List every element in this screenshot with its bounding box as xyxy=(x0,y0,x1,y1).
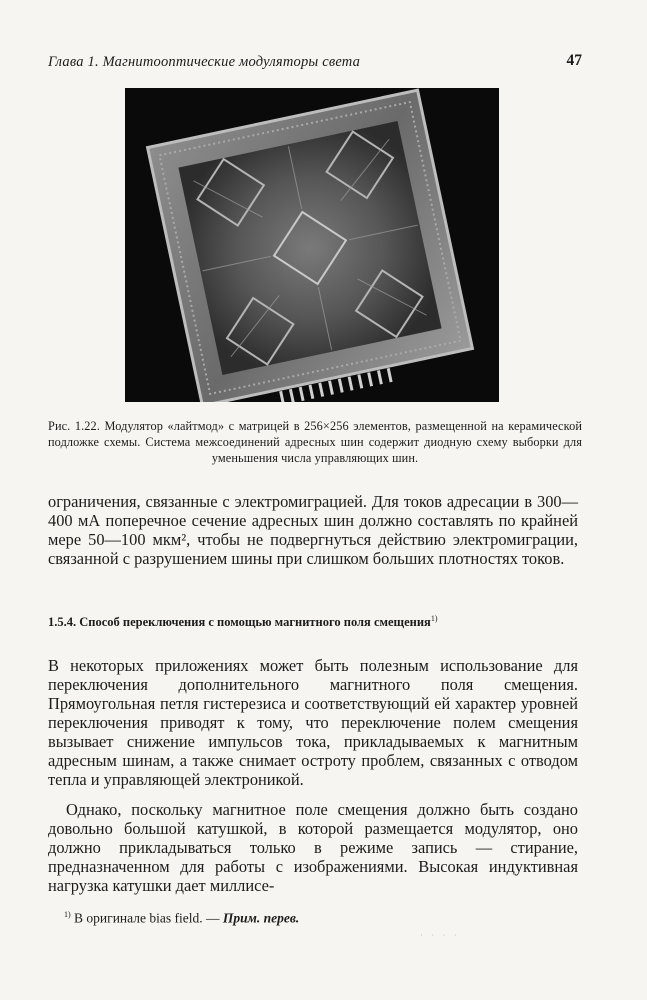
figure-photo-lightmod-chip xyxy=(125,88,499,402)
paragraph-bias-field-switching: В некоторых приложениях может быть полезным использование для переключения дополнительного магнитного поля смещения. Прямоугольная петля гистерезиса и соответствующий ей характер уровней переключения приводят к тому, что переключение полем смещения вызывает снижение импульсов тока, прикладываемых к магнитным адресным шинам, а также снимает остроту проблем, связанных с отводом тепла и управляющей электроникой. xyxy=(48,656,578,789)
section-heading-text: 1.5.4. Способ переключения с помощью магнитного поля смещения xyxy=(48,615,431,630)
footnote xyxy=(64,906,564,927)
footnote-text: В оригинале bias field. — xyxy=(74,910,223,926)
section-footnote-mark: 1) xyxy=(430,614,438,623)
chip-photo-illustration xyxy=(125,88,499,402)
footnote-mark: 1) xyxy=(64,910,71,919)
footnote-translator-note: Прим. перев. xyxy=(222,910,300,926)
paragraph-electromigration: ограничения, связанные с электромиграцией. Для токов адресации в 300—400 мА поперечное сечение адресных шин должно составлять по крайней мере 50—100 мкм², чтобы не подвергнуться действию электромиграции, связанной с разрушением шины при слишком больших плотностях токов. xyxy=(48,492,578,568)
section-heading xyxy=(48,611,468,630)
figure-caption: Рис. 1.22. Модулятор «лайтмод» с матрицей в 256×256 элементов, размещенной на керамической подложке схемы. Система межсоединений адресных шин содержит диодную схему выборки для уменьшения числа управляющих шин. xyxy=(48,419,582,465)
page-number: 47 xyxy=(566,52,582,69)
running-header xyxy=(48,52,582,76)
paragraph-coil-inductance: Однако, поскольку магнитное поле смещения должно быть создано довольно большой катушкой, в которой размещается модулятор, оно должно прикладываться только в режиме запись — стирание, предназначенном для работы с изображениями. Высокая индуктивная нагрузка катушки дает миллисе- xyxy=(48,800,578,895)
print-speckle: · · · · xyxy=(420,930,460,940)
running-title: Глава 1. Магнитооптические модуляторы света xyxy=(48,54,361,70)
